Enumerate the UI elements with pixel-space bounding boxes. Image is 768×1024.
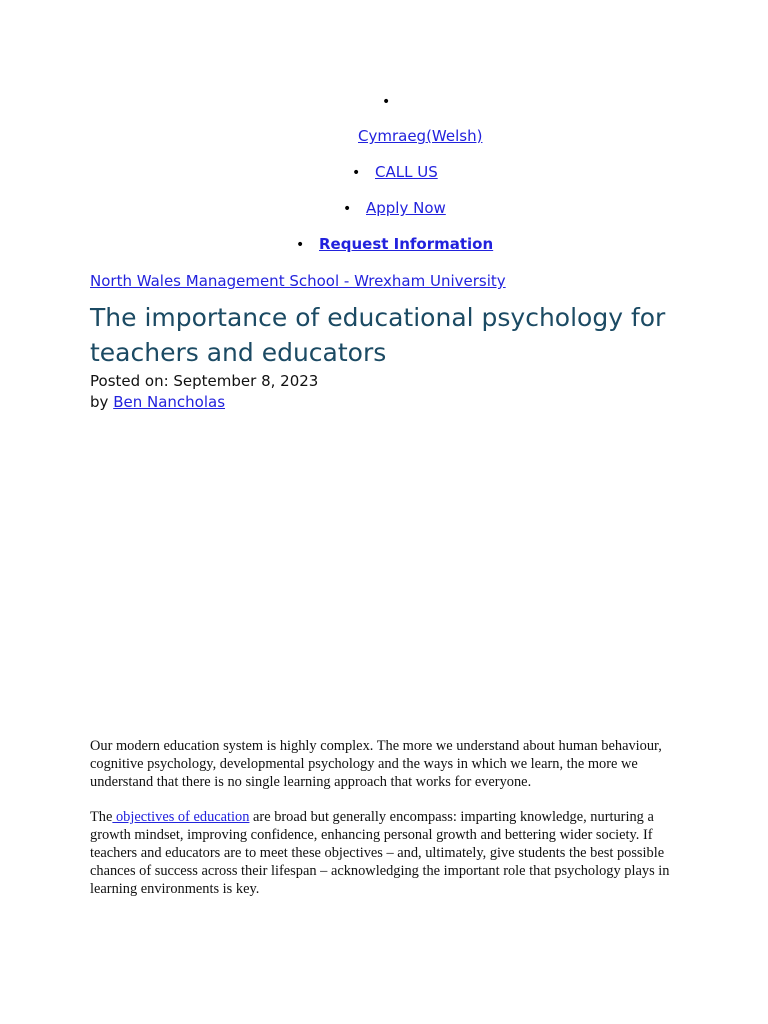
byline <box>90 392 225 412</box>
request-information-link[interactable]: Request Information <box>319 235 494 253</box>
nav-bullet: • <box>352 165 361 181</box>
nav-bullet: • <box>296 237 305 253</box>
objectives-of-education-link[interactable]: objectives of education <box>112 809 250 825</box>
nav-bullet: • <box>382 94 391 110</box>
article-image-placeholder <box>90 420 678 725</box>
article-paragraph <box>90 808 678 898</box>
article-paragraph: Our modern education system is highly complex. The more we understand about human behaviour, cognitive psychology, developmental psychology and the ways in which we learn, the more we understand that there is no single learning approach that works for everyone. <box>90 738 662 790</box>
nav-bullet: • <box>343 201 352 217</box>
breadcrumb-school-link[interactable]: North Wales Management School - Wrexham University <box>90 272 506 290</box>
author-link[interactable]: Ben Nancholas <box>113 393 226 411</box>
page-title: The importance of educational psychology for teachers and educators <box>90 303 666 367</box>
posted-date: Posted on: September 8, 2023 <box>90 372 319 390</box>
apply-now-link[interactable]: Apply Now <box>366 199 446 217</box>
paragraph-text: The <box>90 809 113 825</box>
call-us-link[interactable]: CALL US <box>375 163 438 181</box>
paragraph-text: are broad but generally encompass: imparting knowledge, nurturing a growth mindset, improving confidence, enhancing personal growth and bettering wider society. If teachers and educators are to meet these objectives – and, ultimately, give students the best possible chances of success across their lifespan – acknowledging the important role that psychology plays in learning environments is key. <box>90 809 670 897</box>
welsh-language-link[interactable]: Cymraeg(Welsh) <box>358 127 483 145</box>
byline-prefix: by <box>90 393 109 411</box>
